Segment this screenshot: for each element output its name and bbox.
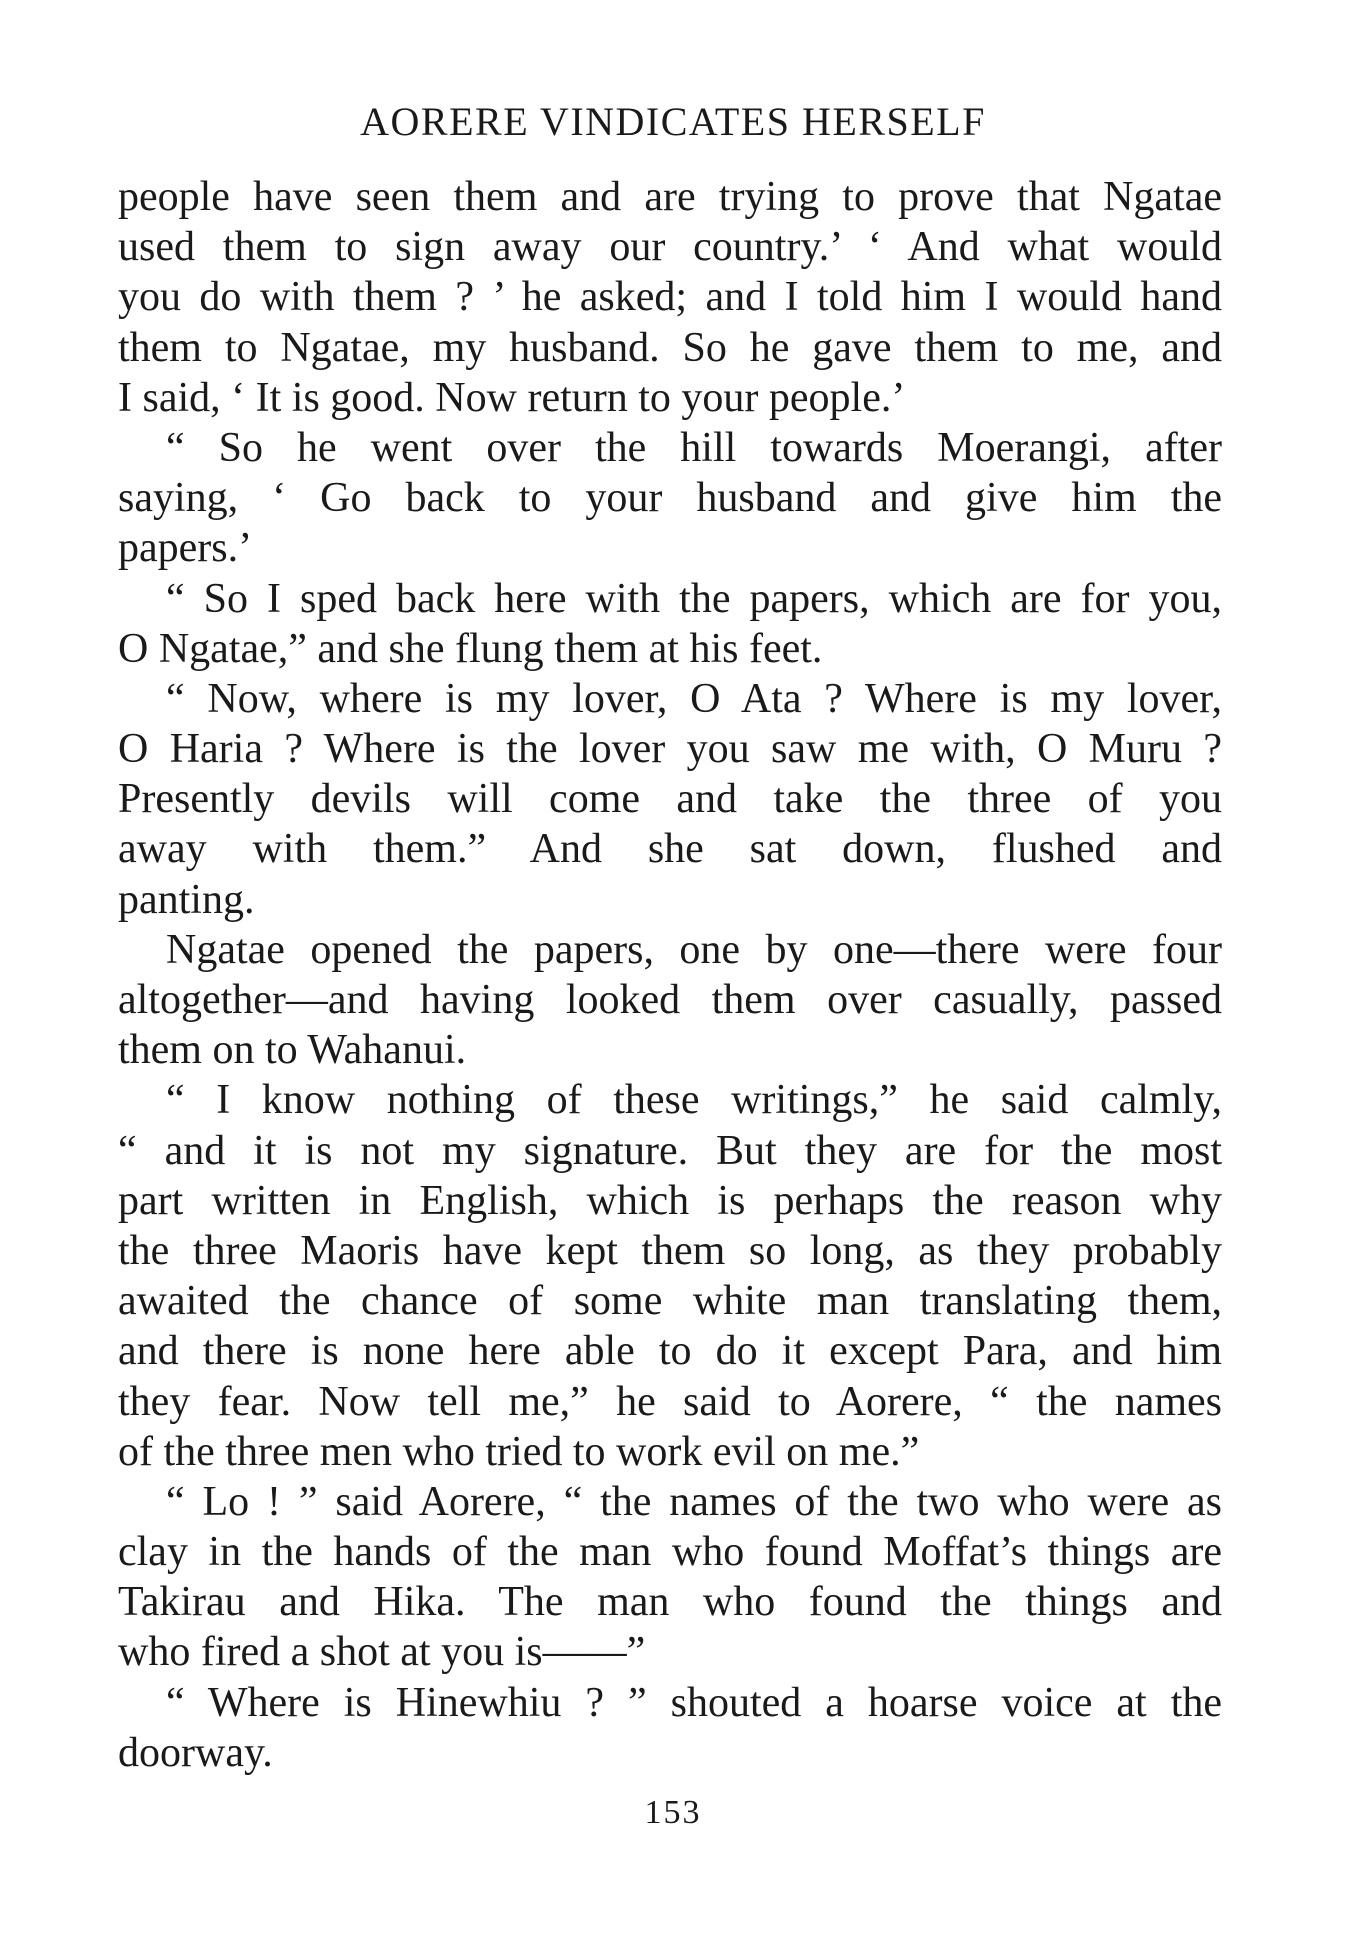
text-line: saying, ‘ Go back to your husband and give him the	[118, 475, 1222, 522]
text-line: you do with them ? ’ he asked; and I told him I would hand	[118, 274, 1222, 321]
text-line: “ I know nothing of these writings,” he said calmly,	[166, 1077, 1222, 1124]
text-line: of the three men who tried to work evil on me.”	[118, 1428, 920, 1475]
text-line: “ Lo ! ” said Aorere, “ the names of the two who were as	[166, 1478, 1222, 1525]
text-line: part written in English, which is perhaps the reason why	[118, 1177, 1222, 1224]
text-line: panting.	[118, 876, 255, 923]
text-line: altogether—and having looked them over casually, passed	[118, 977, 1222, 1023]
text-line: they fear. Now tell me,” he said to Aorere, “ the names	[118, 1378, 1222, 1425]
text-line: “ So he went over the hill towards Moerangi, after	[166, 424, 1222, 471]
text-line: away with them.” And she sat down, flushed and	[118, 826, 1222, 873]
body-text	[118, 172, 1222, 1778]
text-line: I said, ‘ It is good. Now return to your people.’	[118, 374, 906, 421]
text-line: “ So I sped back here with the papers, which are for you,	[166, 575, 1222, 622]
running-head: AORERE VINDICATES HERSELF	[360, 99, 986, 144]
page-number: 153	[644, 1794, 702, 1831]
text-line: who fired a shot at you is——”	[118, 1629, 646, 1676]
text-line: Ngatae opened the papers, one by one—there were four	[166, 926, 1222, 973]
text-line: Presently devils will come and take the three of you	[118, 776, 1222, 823]
text-line: and there is none here able to do it except Para, and him	[118, 1328, 1222, 1375]
text-line: papers.’	[118, 525, 253, 572]
text-line: O Ngatae,” and she flung them at his feet.	[118, 625, 823, 672]
text-line: people have seen them and are trying to prove that Ngatae	[118, 174, 1222, 220]
text-line: “ and it is not my signature. But they are for the most	[118, 1127, 1222, 1174]
text-line: them on to Wahanui.	[118, 1027, 467, 1074]
text-line: used them to sign away our country.’ ‘ And what would	[118, 224, 1222, 271]
text-line: them to Ngatae, my husband. So he gave them to me, and	[118, 324, 1222, 371]
text-line: awaited the chance of some white man translating them,	[118, 1278, 1222, 1325]
text-line: O Haria ? Where is the lover you saw me with, O Muru ?	[118, 726, 1222, 773]
text-line: clay in the hands of the man who found Moffat’s things are	[118, 1529, 1222, 1576]
text-line: Takirau and Hika. The man who found the things and	[118, 1579, 1222, 1626]
text-line: the three Maoris have kept them so long, as they probably	[118, 1227, 1222, 1274]
text-line: “ Where is Hinewhiu ? ” shouted a hoarse voice at the	[166, 1679, 1222, 1726]
text-line: “ Now, where is my lover, O Ata ? Where is my lover,	[166, 675, 1222, 722]
text-line: doorway.	[118, 1729, 273, 1776]
